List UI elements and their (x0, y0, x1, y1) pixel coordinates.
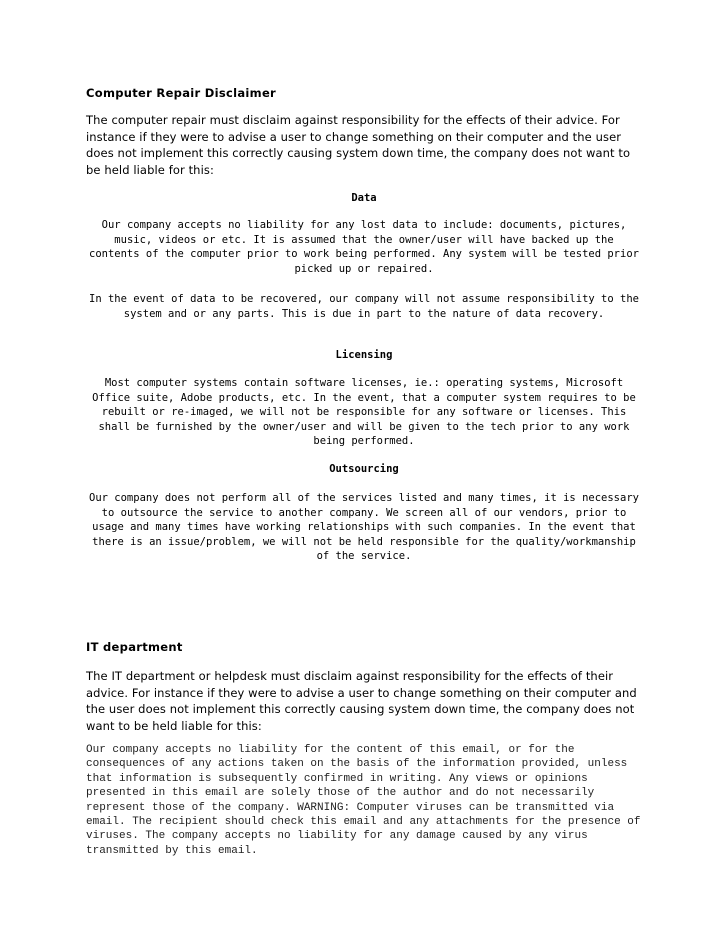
data-heading: Data (351, 192, 377, 204)
outsourcing-heading: Outsourcing (329, 463, 399, 475)
data-paragraph-1: Our company accepts no liability for any lost data to include: documents, pictures, music, videos or etc. It is assumed that the owner/user will have backed up the contents of the computer prior to work being performed. Any system will be tested prior picked up or repaired. (89, 219, 639, 275)
computer-repair-intro: The computer repair must disclaim against responsibility for the effects of their advice. For instance if they were to advise a user to change something on their computer and the user does not implement this correctly causing system down time, the company does not want to be held liable for this: (86, 113, 631, 177)
data-paragraph-2: In the event of data to be recovered, our company will not assume responsibility to the system and or any parts. This is due in part to the nature of data recovery. (89, 293, 639, 320)
section-title-it-department: IT department (86, 640, 183, 654)
email-disclaimer: Our company accepts no liability for the content of this email, or for the consequences of any actions taken on the basis of the information provided, unless that information is subsequently confirmed in writing. Any views or opinions presented in this email are solely those of the author and do not necessarily represent those of the company. WARNING: Computer viruses can be transmitted via email. The recipient should check this email and any attachments for the presence of viruses. The company accepts no liability for any damage caused by any virus transmitted by this email. (86, 744, 641, 857)
licensing-paragraph: Most computer systems contain software licenses, ie.: operating systems, Microsoft Office suite, Adobe products, etc. In the event, that a computer system requires to be rebuilt or re-imaged, we will not be responsible for any software or licenses. This shall be furnished by the owner/user and will be given to the tech prior to any work being performed. (92, 377, 636, 448)
it-department-intro: The IT department or helpdesk must disclaim against responsibility for the effects of their advice. For instance if they were to advise a user to change something on their computer and the user does not implement this correctly causing system down time, the company does not want to be held liable for this: (86, 669, 637, 733)
section-title-computer-repair: Computer Repair Disclaimer (86, 86, 277, 100)
licensing-heading: Licensing (335, 349, 393, 361)
outsourcing-paragraph: Our company does not perform all of the services listed and many times, it is necessary to outsource the service to another company. We screen all of our vendors, prior to usage and many times have working relationships with such companies. In the event that there is an issue/problem, we will not be held responsible for the quality/workmanship of the service. (89, 492, 639, 563)
